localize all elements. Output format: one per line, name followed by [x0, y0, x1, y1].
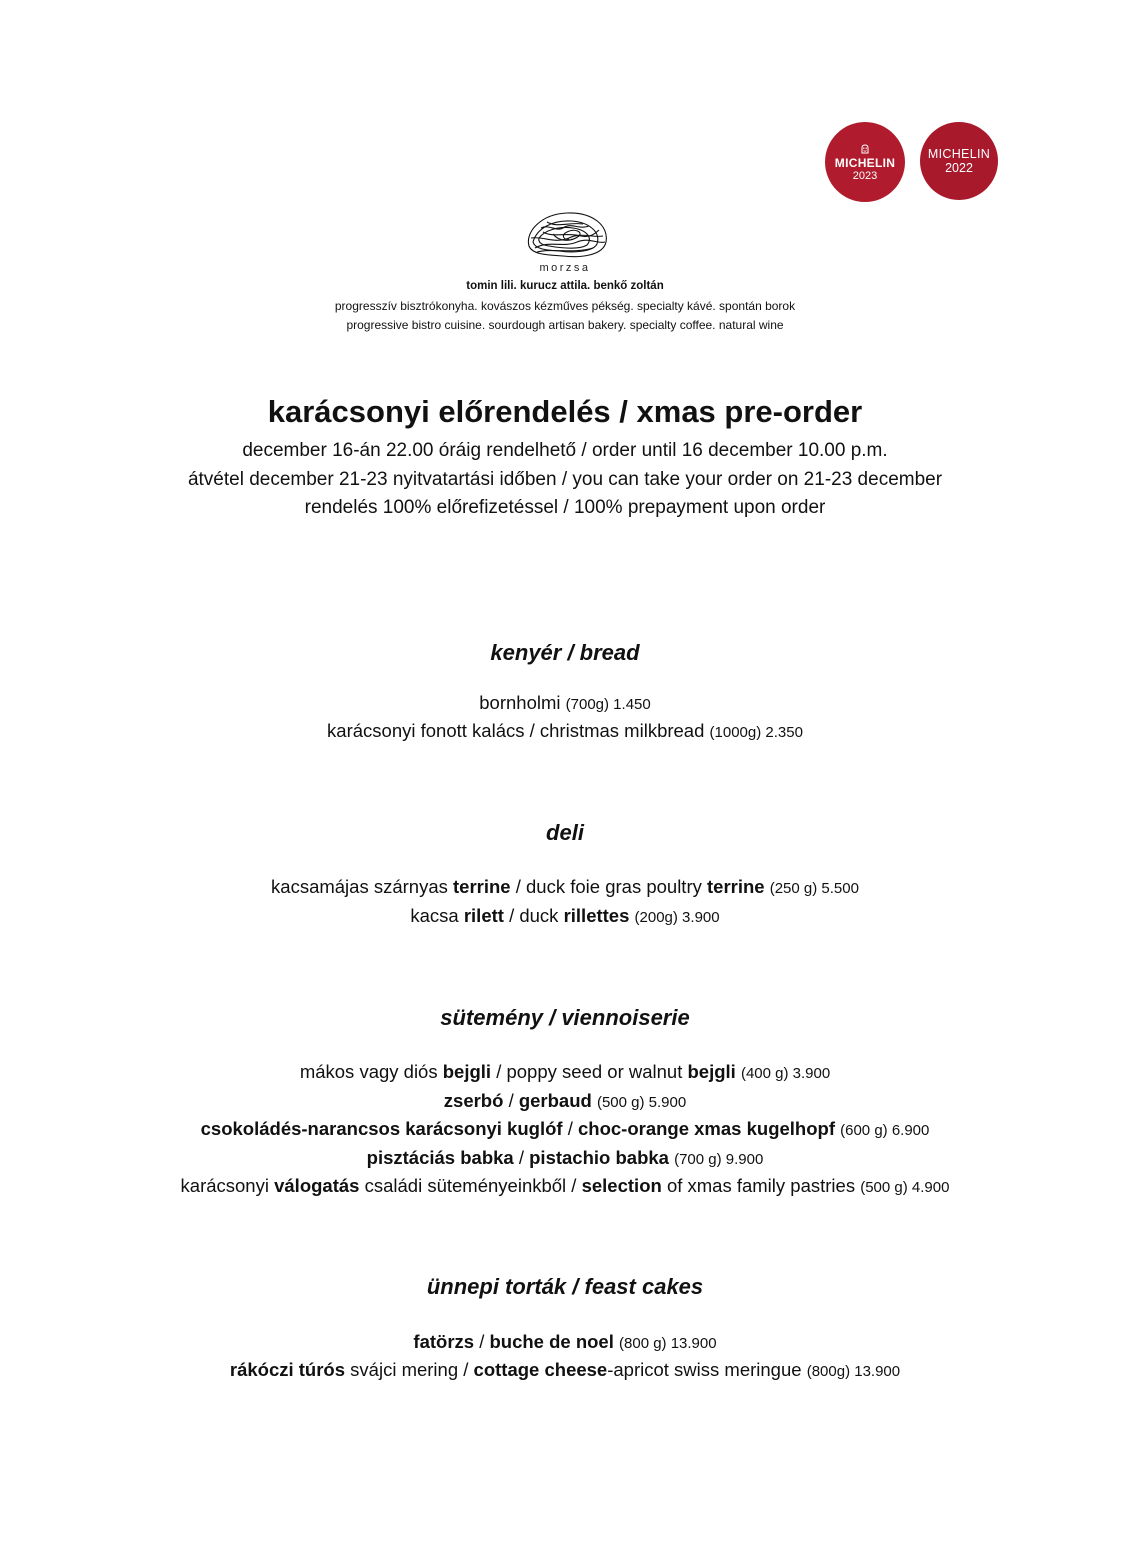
item-name: bornholmi — [479, 692, 561, 713]
menu-item — [0, 1118, 1130, 1140]
item-qty-price: (400 g) 3.900 — [740, 1065, 831, 1082]
item-bold: gerbaud — [518, 1090, 592, 1111]
menu-item — [0, 1359, 1130, 1381]
item-text: / — [518, 1147, 524, 1168]
item-bold: selection — [581, 1175, 662, 1196]
item-bold: pisztáciás babka — [366, 1147, 514, 1168]
owners-line: tomin lili. kurucz attila. benkő zoltán — [466, 280, 664, 292]
michelin-2022-badge — [920, 122, 998, 200]
item-text: kacsamájas szárnyas — [271, 876, 448, 897]
menu-item — [0, 1175, 1130, 1197]
item-qty-price: (500 g) 5.900 — [596, 1094, 687, 1111]
item-text: / — [567, 1118, 573, 1139]
badge-year: 2023 — [852, 169, 878, 182]
item-bold: terrine — [453, 876, 511, 897]
item-bold: rákóczi túrós — [229, 1359, 346, 1380]
badge-year: 2022 — [945, 161, 973, 175]
item-text: / duck — [509, 905, 559, 926]
bib-gourmand-icon — [859, 143, 871, 155]
item-text: karácsonyi — [180, 1175, 269, 1196]
item-text: of xmas family pastries — [666, 1175, 856, 1196]
item-qty-price: (1000g) 2.350 — [709, 724, 803, 741]
tagline-hu: progresszív bisztrókonyha. kovászos kézműves pékség. specialty kávé. spontán borok — [334, 299, 796, 313]
menu-item — [0, 1147, 1130, 1169]
item-bold: rillettes — [563, 905, 630, 926]
badge-name: MICHELIN — [927, 147, 991, 161]
item-qty-price: (600 g) 6.900 — [840, 1122, 930, 1139]
item-bold: cottage cheese — [473, 1359, 608, 1380]
item-qty-price: (800 g) 13.900 — [619, 1335, 717, 1352]
item-bold: bejgli — [442, 1061, 492, 1082]
item-bold: terrine — [707, 876, 765, 897]
item-bold: choc-orange xmas kugelhopf — [577, 1118, 835, 1139]
badge-name: MICHELIN — [834, 155, 896, 170]
item-bold: csokoládés-narancsos karácsonyi kuglóf — [200, 1118, 563, 1139]
item-text: svájci mering / — [350, 1359, 469, 1380]
item-text: / poppy seed or walnut — [496, 1061, 683, 1082]
section-title-deli: deli — [546, 820, 584, 845]
item-bold: bejgli — [687, 1061, 736, 1082]
item-text: / — [479, 1331, 485, 1352]
item-qty-price: (250 g) 5.500 — [769, 880, 859, 897]
item-bold: rilett — [463, 905, 504, 926]
item-text: / duck foie gras poultry — [515, 876, 702, 897]
item-text: kacsa — [410, 905, 459, 926]
menu-item — [0, 1090, 1130, 1112]
menu-item — [0, 905, 1130, 927]
page-title: karácsonyi előrendelés / xmas pre-order — [267, 394, 863, 429]
morzsa-logo-icon — [523, 208, 611, 260]
menu-item — [0, 876, 1130, 898]
menu-item — [0, 1061, 1130, 1083]
menu-item — [0, 720, 1130, 742]
item-bold: fatörzs — [413, 1331, 475, 1352]
item-bold: zserbó — [443, 1090, 504, 1111]
brand-name: morzsa — [539, 262, 591, 274]
item-text: családi süteményeinkből / — [364, 1175, 577, 1196]
order-deadline: december 16-án 22.00 óráig rendelhető / order until 16 december 10.00 p.m. — [242, 440, 888, 461]
menu-item — [0, 1331, 1130, 1353]
prepayment-info: rendelés 100% előrefizetéssel / 100% prepayment upon order — [304, 497, 826, 518]
michelin-2023-badge — [825, 122, 905, 202]
item-qty-price: (500 g) 4.900 — [860, 1179, 950, 1196]
item-bold: pistachio babka — [529, 1147, 669, 1168]
menu-item — [0, 692, 1130, 714]
item-qty-price: (700g) 1.450 — [565, 696, 651, 713]
item-qty-price: (200g) 3.900 — [634, 909, 720, 926]
item-qty-price: (800g) 13.900 — [806, 1363, 901, 1380]
item-text: / — [508, 1090, 514, 1111]
tagline-en: progressive bistro cuisine. sourdough artisan bakery. specialty coffee. natural wine — [346, 318, 784, 332]
item-text: -apricot swiss meringue — [607, 1359, 802, 1380]
item-bold: válogatás — [274, 1175, 360, 1196]
section-title-feast-cakes: ünnepi torták / feast cakes — [426, 1274, 704, 1299]
section-title-viennoiserie: sütemény / viennoiserie — [440, 1005, 690, 1030]
item-qty-price: (700 g) 9.900 — [674, 1151, 764, 1168]
item-name: karácsonyi fonott kalács / christmas milkbread — [327, 720, 705, 741]
item-text: mákos vagy diós — [299, 1061, 438, 1082]
pickup-info: átvétel december 21-23 nyitvatartási időben / you can take your order on 21-23 december — [187, 469, 943, 490]
section-title-bread: kenyér / bread — [490, 640, 640, 665]
item-bold: buche de noel — [489, 1331, 614, 1352]
